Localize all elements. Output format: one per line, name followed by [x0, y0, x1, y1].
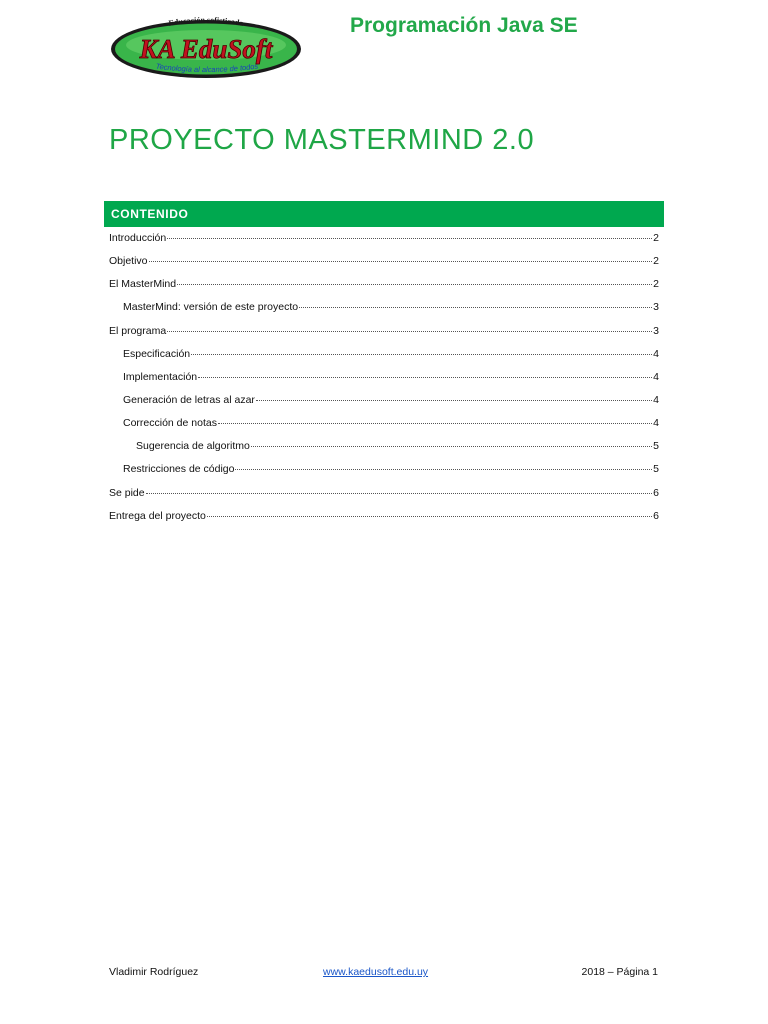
dot-leader: [218, 423, 652, 424]
toc-entry-label: Generación de letras al azar: [123, 393, 255, 406]
logo-top-text: Educación sofisticada: [167, 15, 245, 28]
toc-entry-label: Se pide: [109, 486, 145, 499]
toc-entry-label: Entrega del proyecto: [109, 509, 206, 522]
logo-bottom-text: Tecnología al alcance de todos: [155, 61, 259, 75]
toc-entry-page: 5: [653, 463, 659, 476]
toc-entry-page: 6: [653, 486, 659, 499]
toc-entry-page: 4: [653, 393, 659, 406]
toc-entry-page: 2: [653, 232, 659, 244]
toc-entry-page: 2: [653, 278, 659, 291]
dot-leader: [251, 446, 652, 447]
toc-entry[interactable]: [109, 371, 659, 394]
toc-entry[interactable]: [109, 487, 659, 510]
dot-leader: [146, 493, 653, 494]
toc-entry-page: 6: [653, 509, 659, 522]
dot-leader: [207, 516, 652, 517]
toc-heading: CONTENIDO: [104, 201, 664, 227]
toc-entry-page: 5: [653, 440, 659, 453]
dot-leader: [191, 354, 652, 355]
toc-entry-page: 4: [653, 347, 659, 360]
footer-author: Vladimir Rodríguez: [109, 966, 199, 978]
toc-entry[interactable]: [109, 417, 659, 440]
toc-entry-label: El programa: [109, 324, 167, 337]
logo-brand-text: KA EduSoft: [139, 34, 273, 64]
toc-entry-label: Restricciones de código: [123, 463, 235, 476]
toc-entry[interactable]: [109, 255, 659, 278]
toc-entry-label: El MasterMind: [109, 278, 177, 291]
toc-entry-label: Objetivo: [109, 255, 148, 268]
toc-entry-label: Corrección de notas: [123, 417, 217, 430]
toc-entry-label: Implementación: [123, 370, 198, 383]
toc-entry-page: 3: [653, 324, 659, 337]
dot-leader: [167, 331, 652, 332]
toc-entry-page: 3: [653, 301, 659, 314]
toc-entry-label: Especificación: [123, 347, 191, 360]
document-title: [109, 124, 534, 157]
toc-entry[interactable]: [109, 348, 659, 371]
course-title: Programación Java SE: [350, 14, 578, 37]
toc-entry[interactable]: [109, 325, 659, 348]
toc-entry-label: Introducción: [109, 232, 167, 244]
dot-leader: [299, 307, 652, 308]
toc-entry[interactable]: [109, 232, 659, 255]
title-prefix: PROYECTO: [109, 124, 276, 156]
toc-entry-page: 2: [653, 255, 659, 268]
toc-entry[interactable]: [109, 301, 659, 324]
dot-leader: [256, 400, 652, 401]
toc-entry[interactable]: [109, 278, 659, 301]
kaedusoft-logo: [108, 14, 304, 80]
footer-website-link[interactable]: www.kaedusoft.edu.uy: [323, 966, 429, 978]
dot-leader: [177, 284, 652, 285]
title-main: MASTERMIND 2.0: [283, 124, 535, 156]
toc-entry-page: 4: [653, 370, 659, 383]
toc-entry-label: MasterMind: versión de este proyecto: [123, 301, 299, 314]
footer-page-number: 2018 – Página 1: [581, 966, 658, 978]
dot-leader: [149, 261, 653, 262]
toc-entry[interactable]: [109, 510, 659, 533]
toc-entry[interactable]: [109, 463, 659, 486]
toc-entry[interactable]: [109, 394, 659, 417]
toc-entry[interactable]: [109, 440, 659, 463]
dot-leader: [235, 469, 652, 470]
dot-leader: [198, 377, 652, 378]
table-of-contents: [109, 232, 659, 533]
toc-entry-label: Sugerencia de algoritmo: [136, 440, 250, 453]
toc-entry-page: 4: [653, 417, 659, 430]
dot-leader: [167, 238, 652, 239]
